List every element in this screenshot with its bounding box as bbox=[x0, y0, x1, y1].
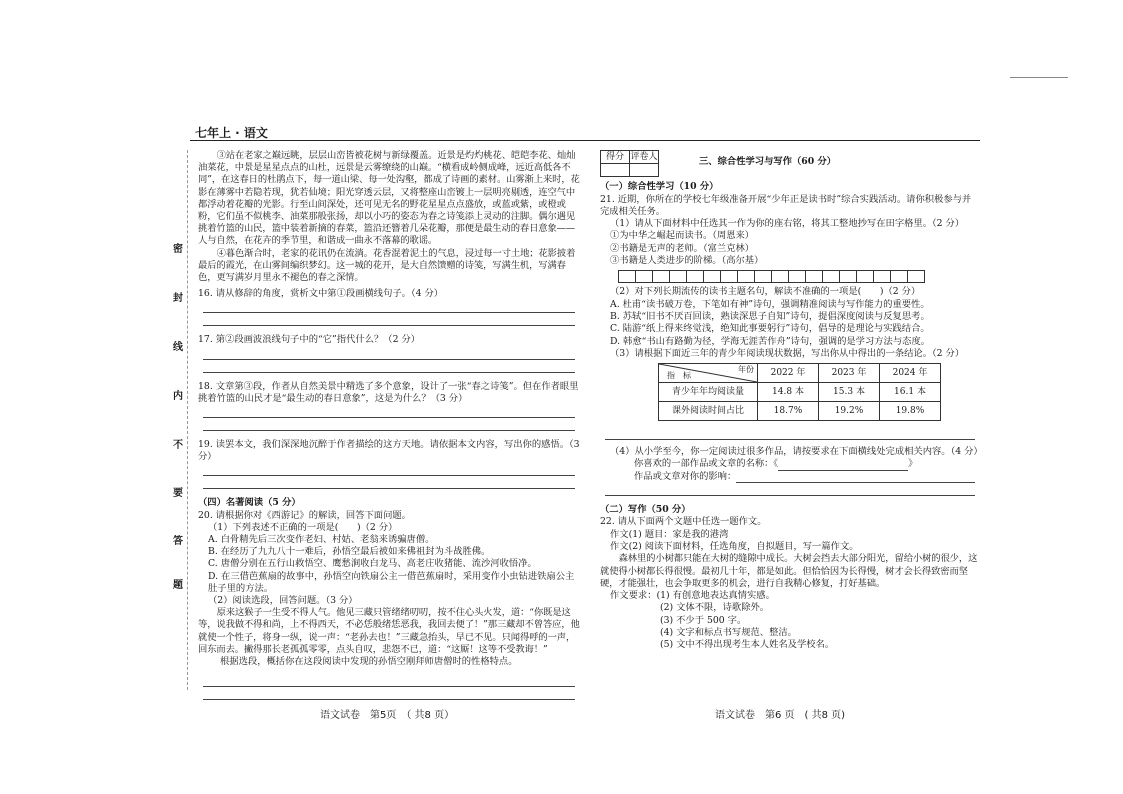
answer-line[interactable] bbox=[203, 347, 575, 360]
question-17: 17. 第②段画波浪线句子中的“它”指代什么？（2 分） bbox=[198, 334, 421, 346]
question-18: 18. 文章第③段，作者从自然美景中精选了多个意象，设计了一张“春之诗笺”。但在作者眼里挑着竹篮的山民才是“最生动的春日意象”，这是为什么？（3 分） bbox=[198, 380, 579, 404]
passage-paragraph-3: ③站在老家之巅远眺，层层山峦皆被花树与新绿覆盖。近景是灼灼桃花、皑皑李花、灿灿油菜花，中景是星星点点的山杜，远景是云雾缭绕的山巅。“横看成岭侧成峰，远近高低各不同”，在这春日的杜鹃点下，每一道山梁、每一处沟壑，都成了诗画的素材。山雾渐上来时，花影在薄雾中若隐若现，犹若仙境；阳光穿透云层，又将整座山峦镀上一层明亮剔透，连空气中都浮动着花瓣的光影。行至山间深处，还可见无名的野花星星点点盛放，或蓝或紫，或橙或粉，它们虽不似桃李、油菜那般张扬，却以小巧的姿态为春之诗笺添上灵动的注脚。偶尔遇见挑着竹篮的山民，篮中装着新摘的春菜，篮沿还簪着几朵花瓣，那便是最生动的春日意象——人与自然，在花卉的季节里，和谐成一曲永不落幕的歌谣。 bbox=[198, 150, 580, 247]
seal-char: 内 bbox=[173, 391, 183, 402]
reading-data-table bbox=[658, 363, 941, 421]
question-21-2: （2）对下列长期流传的读书主题名句，解读不准确的一项是( )（2 分） bbox=[610, 286, 921, 298]
question-16: 16. 请从修辞的角度，赏析文中第①段画横线句子。（4 分） bbox=[198, 288, 444, 300]
answer-line[interactable] bbox=[203, 418, 575, 431]
grid-cell[interactable] bbox=[635, 270, 653, 283]
answer-line[interactable] bbox=[203, 674, 575, 687]
grid-cell[interactable] bbox=[737, 270, 755, 283]
question-20-1: （1）下列表述不正确的一项是( )（2 分） bbox=[208, 521, 398, 533]
seal-char: 不 bbox=[173, 440, 183, 451]
table-cell: 18.7% bbox=[758, 402, 819, 421]
option-c: C. 陆游“纸上得来终觉浅，绝知此事要躬行”诗句，倡导的是理论与实践结合。 bbox=[610, 323, 930, 335]
subsection-2-title: （二）写作（50 分） bbox=[600, 504, 691, 516]
answer-line[interactable] bbox=[203, 463, 575, 476]
table-row bbox=[659, 383, 941, 402]
option-b: B. 在经历了九九八十一难后，孙悟空最后被如来佛祖封为斗战胜佛。 bbox=[208, 546, 491, 558]
excerpt-paragraph: 原来这猴子一生受不得人气。他见三藏只管绪绪叨叨，按不住心头火发，道：“你既是这等，说我做不得和尚，上不得西天，不必恁般绪恁恶我，我回去便了！”那三藏却不曾答应，他就使一个性子，将身一纵，说一声：“老孙去也！”三藏急抬头，早已不见。只闻得呼的一声，回东而去。撇得那长老孤孤零零，点头自叹，悲怨不已，道：“这厮！这等不受教诲！” bbox=[198, 607, 580, 655]
grid-cell[interactable] bbox=[839, 270, 857, 283]
section-4-title: （四）名著阅读（5 分） bbox=[198, 497, 301, 509]
grid-cell[interactable] bbox=[686, 270, 704, 283]
table-header: 2022 年 bbox=[758, 364, 819, 383]
table-cell: 19.8% bbox=[880, 402, 941, 421]
essay-topic-1: 作文(1) 题目：家是我的港湾 bbox=[610, 528, 729, 540]
option-a: A. 杜甫“读书破万卷，下笔如有神”诗句，强调精准阅读与写作能力的重要性。 bbox=[610, 298, 930, 310]
work-name-prompt: 你喜欢的一部作品或文章的名称：《 bbox=[634, 458, 779, 470]
answer-line[interactable] bbox=[605, 427, 975, 440]
page-header-title: 七年上 · 语文 bbox=[195, 126, 268, 140]
option-d: D. 韩愈“书山有路勤为径，学海无涯苦作舟”诗句，强调的是学习方法与态度。 bbox=[610, 335, 931, 347]
answer-line[interactable] bbox=[203, 687, 575, 700]
grid-cell[interactable] bbox=[669, 270, 687, 283]
essay-requirement: (3) 不少于 500 字。 bbox=[660, 614, 747, 626]
grid-cell[interactable] bbox=[856, 270, 874, 283]
question-21: 21. 近期，你所在的学校七年级准备开展“少年正是读书时”综合实践活动。请你积极参与并完成相关任务。 bbox=[600, 193, 972, 217]
table-cell: 16.1 本 bbox=[880, 383, 941, 402]
answer-line[interactable] bbox=[203, 405, 575, 418]
header-rule bbox=[190, 140, 980, 141]
motto-2: ②书籍是无声的老师。（富兰克林） bbox=[610, 242, 755, 254]
seal-char: 线 bbox=[173, 342, 183, 353]
essay-topic-2: 作文(2) 阅读下面材料，任选角度，自拟题目，写一篇作文。 bbox=[610, 540, 859, 552]
influence-prompt: 作品或文章对你的影响： bbox=[634, 470, 737, 482]
corner-indicator-label: 指 标 bbox=[667, 370, 691, 380]
option-b: B. 苏轼“旧书不厌百回读，熟读深思子自知”诗句，提倡深度阅读与反复思考。 bbox=[610, 310, 930, 322]
grid-cell[interactable] bbox=[788, 270, 806, 283]
excerpt-task: 根据选段，概括你在这段阅读中发现的孙悟空刚拜师唐僧时的性格特点。 bbox=[220, 656, 518, 668]
q21-4-influence-line bbox=[600, 471, 980, 483]
seal-char: 题 bbox=[173, 580, 183, 591]
right-page-footer: 语文试卷 第6 页 ( 共8 页) bbox=[715, 710, 846, 721]
score-label: 得分 bbox=[601, 151, 630, 164]
grid-cell[interactable] bbox=[720, 270, 738, 283]
grid-cell[interactable] bbox=[754, 270, 772, 283]
question-21-4: （4）从小学至今，你一定阅读过很多作品，请按要求在下面横线处完成相关内容。（4 分） bbox=[610, 446, 983, 458]
option-a: A. 白骨精先后三次变作老妇、村姑、老翁来诱骗唐僧。 bbox=[208, 534, 435, 546]
essay-requirement: (2) 文体不限，诗歌除外。 bbox=[660, 602, 770, 614]
table-row bbox=[659, 402, 941, 421]
answer-line[interactable] bbox=[203, 313, 575, 326]
left-page-footer: 语文试卷 第5页 （ 共8 页） bbox=[320, 710, 455, 721]
answer-line[interactable] bbox=[203, 300, 575, 313]
grid-cell[interactable] bbox=[703, 270, 721, 283]
grader-cell[interactable] bbox=[630, 164, 659, 177]
section-3-title: 三、综合性学习与写作（60 分） bbox=[699, 156, 837, 167]
essay-requirement: (5) 文中不得出现考生本人姓名及学校名。 bbox=[660, 639, 835, 651]
seal-char: 密 bbox=[173, 244, 183, 255]
question-21-1: （1）请从下面材料中任选其一作为你的座右铭，将其工整地抄写在田字格里。（2 分） bbox=[610, 218, 965, 230]
grid-cell[interactable] bbox=[822, 270, 840, 283]
answer-line[interactable] bbox=[203, 360, 575, 373]
grader-label: 评卷人 bbox=[630, 152, 658, 162]
passage-paragraph-4: ④暮色渐合时，老家的花讯仍在流淌。花香混着泥土的气息，浸过每一寸土地；花影披着最后的霞光，在山雾间编织梦幻。这一城的花开，是大自然馈赠的诗笺，写满生机，写满春色，更写满岁月里永不褪色的春之深情。 bbox=[198, 247, 576, 284]
table-cell: 19.2% bbox=[819, 402, 880, 421]
grid-cell[interactable] bbox=[771, 270, 789, 283]
subsection-1-title: （一）综合性学习（10 分） bbox=[600, 181, 719, 193]
essay-requirements-title: 作文要求：(1) 有创意地表达真情实感。 bbox=[610, 590, 775, 602]
score-box bbox=[600, 150, 659, 177]
question-22: 22. 请从下面两个文题中任选一题作文。 bbox=[600, 516, 767, 528]
seal-char: 答 bbox=[173, 536, 183, 547]
option-d: D. 在三借芭蕉扇的故事中，孙悟空向铁扇公主一借芭蕉扇时，采用变作小虫钻进铁扇公主肚子里的方法。 bbox=[208, 570, 575, 594]
seal-char: 封 bbox=[173, 293, 183, 304]
essay-requirement: (4) 文字和标点书写规范、整洁。 bbox=[660, 627, 797, 639]
grid-cell[interactable] bbox=[652, 270, 670, 283]
corner-year-label: 年份 bbox=[738, 365, 754, 375]
question-20: 20. 请根据你对《西游记》的解读，回答下面问题。 bbox=[198, 509, 411, 521]
option-c: C. 唐僧分别在五行山救悟空、鹰愁涧收白龙马、高老庄收猪能、流沙河收悟净。 bbox=[208, 558, 537, 570]
table-header: 2024 年 bbox=[880, 364, 941, 383]
q21-4-work-line bbox=[600, 458, 980, 470]
answer-line[interactable] bbox=[605, 483, 975, 496]
scan-mark-line bbox=[1010, 77, 1068, 78]
grid-cell[interactable] bbox=[618, 270, 636, 283]
seal-text-column bbox=[172, 150, 184, 600]
motto-3: ③书籍是人类进步的阶梯。（高尔基） bbox=[610, 255, 764, 267]
table-corner-cell bbox=[659, 364, 758, 383]
right-page bbox=[600, 150, 983, 652]
table-header: 2023 年 bbox=[819, 364, 880, 383]
seal-char: 要 bbox=[173, 488, 183, 499]
work-name-close: 》 bbox=[908, 458, 918, 470]
grid-cell[interactable] bbox=[907, 270, 925, 283]
work-name-field[interactable] bbox=[778, 458, 908, 470]
grid-cell[interactable] bbox=[890, 270, 908, 283]
table-cell: 15.3 本 bbox=[819, 383, 880, 402]
row-label: 青少年年均阅读量 bbox=[659, 383, 758, 402]
seal-dashed-line bbox=[187, 150, 188, 690]
grid-cell[interactable] bbox=[873, 270, 891, 283]
essay-material: 森林里的小树都只能在大树的缝隙中成长。大树会挡去大部分阳光，留给小树的很少，这就使得小树都长得很慢。最初几十年，都是如此。但恰恰因为长得慢，树才会长得致密而坚硬，才能强壮，也会争取更多的机会，进行自我精心修复，打好基础。 bbox=[600, 553, 978, 589]
motto-1: ①为中华之崛起而读书。（周恩来） bbox=[610, 230, 755, 242]
question-20-2: （2）阅读选段，回答问题。（3 分） bbox=[208, 595, 358, 607]
question-19: 19. 读罢本文，我们深深地沉醉于作者描绘的这方天地。请依据本文内容，写出你的感悟。（3 分） bbox=[198, 439, 580, 463]
left-page bbox=[198, 150, 580, 700]
tianzige-grid[interactable] bbox=[618, 270, 980, 283]
grid-cell[interactable] bbox=[805, 270, 823, 283]
table-cell: 14.8 本 bbox=[758, 383, 819, 402]
influence-field[interactable] bbox=[736, 471, 975, 483]
row-label: 课外阅读时间占比 bbox=[659, 402, 758, 421]
answer-line[interactable] bbox=[203, 476, 575, 489]
question-21-3: （3）请根据下面近三年的青少年阅读现状数据，写出你从中得出的一条结论。（2 分） bbox=[610, 347, 965, 359]
score-cell[interactable] bbox=[601, 164, 630, 177]
